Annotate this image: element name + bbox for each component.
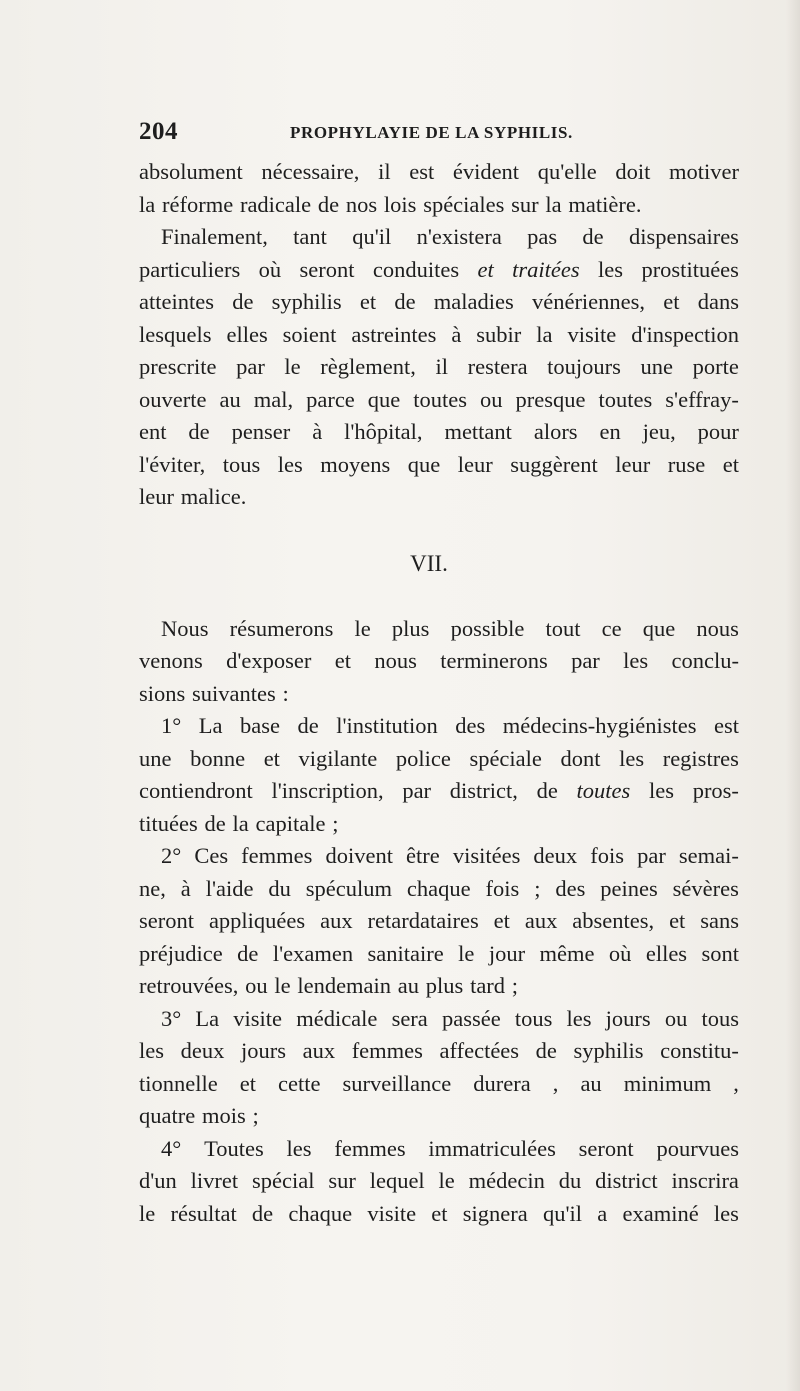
- word: et: [334, 648, 351, 673]
- text-line: [139, 319, 739, 352]
- word: porte: [692, 354, 739, 379]
- word: seront: [578, 1135, 634, 1161]
- word: traitées: [512, 256, 580, 282]
- word: absolument: [139, 159, 243, 184]
- page-number: 204: [139, 118, 178, 145]
- word: spéciale: [469, 745, 542, 771]
- word: sévères: [672, 875, 739, 901]
- word: presque: [515, 386, 586, 412]
- word: retrouvées,: [139, 973, 239, 998]
- word: de: [204, 810, 226, 836]
- word: les: [598, 256, 624, 282]
- word: doit: [615, 159, 651, 184]
- word: conduites: [372, 256, 460, 282]
- page-header: [139, 118, 739, 148]
- paragraph: [139, 613, 739, 711]
- word: au: [219, 386, 241, 412]
- word: les: [286, 1135, 312, 1161]
- word: d'un: [139, 1168, 177, 1193]
- word: visitées: [452, 843, 521, 868]
- word: où: [258, 256, 282, 282]
- word: réforme: [162, 191, 234, 217]
- word: prostituées: [641, 256, 739, 282]
- word: Ces: [194, 843, 229, 868]
- word: fois: [590, 843, 624, 868]
- text-line: [139, 254, 739, 287]
- word: 3°: [161, 1005, 182, 1031]
- word: 1°: [161, 713, 182, 738]
- word: ,: [733, 1070, 739, 1096]
- word: tituées: [139, 810, 198, 836]
- word: être: [406, 843, 440, 868]
- word: tant: [293, 224, 327, 249]
- word: leur: [139, 484, 174, 509]
- word: et: [663, 289, 680, 314]
- word: résumerons: [229, 615, 334, 641]
- word: pros-: [692, 778, 739, 803]
- word: jours: [240, 1038, 286, 1063]
- word: l'inscription,: [271, 778, 384, 803]
- word: les: [713, 1200, 739, 1226]
- word: tous: [701, 1005, 739, 1031]
- word: les: [623, 648, 649, 673]
- word: médecins-hygiénistes: [502, 713, 697, 738]
- text-line: [139, 1035, 739, 1068]
- word: vénériennes,: [531, 289, 646, 314]
- word: sont: [701, 940, 739, 966]
- word: la: [536, 321, 553, 347]
- word: matière.: [568, 191, 642, 217]
- word: que: [407, 451, 441, 477]
- text-line: [139, 678, 739, 711]
- word: de: [251, 1200, 274, 1226]
- word: retardataires: [367, 908, 479, 933]
- paragraph: [139, 840, 739, 1003]
- word: les: [277, 451, 303, 477]
- word: a: [597, 1200, 608, 1226]
- word: résultat: [170, 1200, 237, 1226]
- word: nécessaire,: [261, 159, 360, 184]
- word: durera: [473, 1070, 531, 1096]
- word: ;: [332, 810, 339, 836]
- paragraph: [139, 156, 739, 221]
- word: et: [359, 289, 377, 314]
- word: terminerons: [440, 648, 548, 673]
- word: La: [198, 713, 223, 738]
- word: les: [139, 1038, 164, 1063]
- word: des: [555, 875, 586, 901]
- word: leur: [615, 451, 651, 477]
- word: doivent: [325, 843, 393, 868]
- word: elles: [226, 321, 268, 347]
- word: le: [139, 1200, 156, 1226]
- word: préjudice: [139, 940, 223, 966]
- word: spéciales: [423, 191, 505, 217]
- word: constitu-: [660, 1038, 739, 1063]
- text-line: [139, 351, 739, 384]
- word: tard: [470, 973, 506, 998]
- word: le: [284, 354, 301, 379]
- text-line: [139, 970, 739, 1003]
- word: sera: [391, 1005, 428, 1031]
- word: spéculum: [305, 875, 393, 901]
- word: est: [714, 713, 739, 738]
- word: visite: [233, 1005, 283, 1031]
- word: l'examen: [272, 940, 354, 966]
- word: lendemain: [297, 973, 392, 998]
- text-line: [139, 481, 739, 514]
- text-line: [139, 1100, 739, 1133]
- text-line: [139, 645, 739, 678]
- word: motiver: [668, 159, 739, 184]
- word: quatre: [139, 1103, 196, 1128]
- word: par: [402, 778, 432, 803]
- word: des: [455, 713, 486, 738]
- word: ou: [480, 386, 503, 412]
- word: immatriculées: [428, 1135, 556, 1161]
- word: surveillance: [342, 1070, 452, 1096]
- text-line: [139, 1198, 739, 1231]
- word: et: [263, 745, 280, 771]
- word: ;: [534, 875, 541, 901]
- word: contiendront: [139, 778, 253, 803]
- text-line: [139, 384, 739, 417]
- word: l'aide: [205, 875, 254, 901]
- word: de: [394, 289, 416, 314]
- word: sions: [139, 680, 186, 706]
- text-line: [139, 775, 739, 808]
- word: il: [435, 354, 448, 379]
- word: ruse: [667, 451, 706, 477]
- word: chaque: [288, 1200, 353, 1226]
- word: restera: [467, 354, 528, 379]
- word: Toutes: [204, 1135, 264, 1161]
- word: le: [438, 1168, 455, 1193]
- text-line: [139, 449, 739, 482]
- word: de: [535, 1038, 557, 1063]
- word: jour: [488, 940, 526, 966]
- text-line: [139, 743, 739, 776]
- word: conclu-: [671, 648, 739, 673]
- word: visite: [567, 321, 617, 347]
- paragraph: [139, 710, 739, 840]
- word: d'inspection: [631, 321, 739, 347]
- word: livret: [190, 1168, 239, 1193]
- word: à: [312, 419, 323, 444]
- text-line: [139, 286, 739, 319]
- word: fois: [485, 875, 520, 901]
- word: appliquées: [208, 908, 306, 933]
- word: n'existera: [416, 224, 502, 249]
- word: moyens: [320, 451, 391, 477]
- word: district: [595, 1168, 658, 1193]
- word: seront: [139, 908, 194, 933]
- word: spécial: [252, 1168, 315, 1193]
- word: les: [566, 1005, 592, 1031]
- word: le: [274, 973, 291, 998]
- word: et: [431, 1200, 448, 1226]
- text-line: [139, 710, 739, 743]
- text-line: [139, 416, 739, 449]
- word: examiné: [622, 1200, 699, 1226]
- word: mois: [201, 1103, 246, 1128]
- page-edge-shadow: [786, 0, 800, 1391]
- section-heading: VII.: [410, 550, 448, 576]
- text-line: [139, 1068, 739, 1101]
- word: qu'il: [542, 1200, 583, 1226]
- word: sans: [700, 908, 739, 933]
- text-line: [139, 1003, 739, 1036]
- word: 2°: [161, 843, 182, 868]
- word: venons: [139, 648, 203, 673]
- word: elles: [645, 940, 688, 966]
- word: mal,: [253, 386, 294, 412]
- word: district,: [449, 778, 518, 803]
- word: de: [582, 224, 604, 249]
- word: visite: [367, 1200, 417, 1226]
- word: plus: [391, 615, 430, 641]
- word: et: [493, 908, 510, 933]
- word: atteintes: [139, 289, 214, 314]
- word: possible: [450, 615, 525, 641]
- word: de: [536, 778, 558, 803]
- word: mettant: [444, 419, 512, 444]
- word: penser: [231, 419, 291, 444]
- text-line: [139, 189, 739, 222]
- word: passée: [441, 1005, 501, 1031]
- word: ce: [601, 615, 622, 641]
- word: femmes: [241, 843, 313, 868]
- word: pourvues: [656, 1135, 739, 1161]
- word: que: [367, 386, 401, 412]
- word: une: [640, 354, 674, 379]
- word: de: [297, 713, 319, 738]
- word: deux: [180, 1038, 225, 1063]
- word: cette: [278, 1070, 321, 1096]
- word: leur: [457, 451, 493, 477]
- word: les: [619, 745, 645, 771]
- word: lequel: [369, 1168, 425, 1193]
- word: plus: [425, 973, 464, 998]
- word: du: [268, 875, 291, 901]
- text-line: [139, 938, 739, 971]
- word: pour: [697, 419, 739, 444]
- word: et: [239, 1070, 257, 1096]
- word: syphilis: [573, 1038, 644, 1063]
- word: jeu,: [642, 419, 676, 444]
- word: sanitaire: [367, 940, 444, 966]
- word: par: [571, 648, 600, 673]
- word: Nous: [161, 615, 209, 641]
- word: toutes: [576, 778, 631, 803]
- word: base: [239, 713, 280, 738]
- word: dont: [560, 745, 601, 771]
- word: sur: [328, 1168, 356, 1193]
- word: à: [451, 321, 462, 347]
- word: même: [539, 940, 595, 966]
- word: syphilis: [271, 289, 342, 314]
- word: prescrite: [139, 354, 217, 379]
- word: médicale: [296, 1005, 378, 1031]
- word: tout: [545, 615, 581, 641]
- word: chaque: [406, 875, 471, 901]
- word: affectées: [439, 1038, 520, 1063]
- word: police: [395, 745, 451, 771]
- text-line: [139, 873, 739, 906]
- text-line: [139, 808, 739, 841]
- word: lois: [383, 191, 417, 217]
- word: :: [282, 680, 289, 706]
- word: la: [545, 191, 562, 217]
- word: registres: [662, 745, 739, 771]
- word: femmes: [334, 1135, 406, 1161]
- text-line: [139, 156, 739, 189]
- word: l'éviter,: [139, 451, 206, 477]
- word: où: [608, 940, 632, 966]
- word: il: [378, 159, 391, 184]
- word: nous: [374, 648, 417, 673]
- word: médecin: [468, 1168, 545, 1193]
- word: qu'il: [352, 224, 392, 249]
- word: de: [317, 191, 340, 217]
- word: particuliers: [139, 256, 241, 282]
- word: nos: [345, 191, 378, 217]
- word: ,: [552, 1070, 559, 1096]
- word: lesquels: [139, 321, 212, 347]
- word: signera: [462, 1200, 528, 1226]
- word: et: [669, 908, 686, 933]
- word: par: [236, 354, 265, 379]
- word: dans: [697, 289, 739, 314]
- word: ouverte: [139, 386, 207, 412]
- word: au: [580, 1070, 602, 1096]
- word: la: [232, 810, 249, 836]
- word: tionnelle: [139, 1070, 218, 1096]
- word: tous: [222, 451, 261, 477]
- word: capitale: [255, 810, 326, 836]
- word: le: [458, 940, 475, 966]
- word: que: [642, 615, 676, 641]
- paragraph: [139, 1003, 739, 1133]
- word: en: [599, 419, 621, 444]
- word: ent: [139, 419, 167, 444]
- word: la: [139, 191, 156, 217]
- word: le: [354, 615, 371, 641]
- word: de: [232, 289, 254, 314]
- paragraph: [139, 1133, 739, 1231]
- word: sur: [511, 191, 539, 217]
- word: suggèrent: [510, 451, 598, 477]
- text-line: [139, 1133, 739, 1166]
- word: qu'elle: [537, 159, 597, 184]
- word: maladies: [433, 289, 514, 314]
- word: aux: [302, 1038, 336, 1063]
- word: de: [188, 419, 210, 444]
- word: subir: [476, 321, 522, 347]
- word: aux: [320, 908, 353, 933]
- word: jours: [605, 1005, 651, 1031]
- text-line: [139, 1165, 739, 1198]
- word: aux: [524, 908, 558, 933]
- word: minimum: [623, 1070, 712, 1096]
- word: pas: [527, 224, 558, 249]
- word: d'exposer: [226, 648, 312, 673]
- word: de: [237, 940, 259, 966]
- word: absentes,: [572, 908, 655, 933]
- word: les: [648, 778, 674, 803]
- word: ;: [511, 973, 519, 998]
- word: radicale: [239, 191, 312, 217]
- word: alors: [533, 419, 578, 444]
- word: ou: [664, 1005, 688, 1031]
- word: une: [139, 745, 172, 771]
- text-line: [139, 221, 739, 254]
- word: 4°: [161, 1135, 182, 1161]
- text-line: [139, 905, 739, 938]
- word: et: [722, 451, 739, 477]
- word: deux: [533, 843, 578, 868]
- word: est: [409, 159, 435, 184]
- word: Finalement,: [161, 224, 268, 249]
- word: femmes: [351, 1038, 423, 1063]
- word: seront: [299, 256, 355, 282]
- text-line: [139, 613, 739, 646]
- word: l'hôpital,: [344, 419, 423, 444]
- word: s'effray-: [665, 386, 739, 412]
- word: semai-: [678, 843, 739, 868]
- word: toutes: [413, 386, 468, 412]
- word: suivantes: [192, 680, 276, 706]
- word: et: [477, 256, 494, 282]
- word: bonne: [190, 745, 246, 771]
- running-head: PROPHYLAYIE DE LA SYPHILIS.: [290, 123, 573, 142]
- word: au: [397, 973, 420, 998]
- word: règlement,: [320, 354, 416, 379]
- word: tous: [514, 1005, 553, 1031]
- word: l'institution: [336, 713, 438, 738]
- body-text: [139, 156, 739, 1230]
- word: parce: [306, 386, 355, 412]
- word: à: [180, 875, 191, 901]
- word: inscrira: [671, 1168, 739, 1193]
- word: malice.: [180, 484, 247, 509]
- word: vigilante: [298, 745, 378, 771]
- word: ;: [252, 1103, 259, 1128]
- paragraph: [139, 221, 739, 514]
- word: par: [637, 843, 666, 868]
- word: soient: [282, 321, 337, 347]
- word: peines: [600, 875, 658, 901]
- word: astreintes: [351, 321, 437, 347]
- text-line: [139, 840, 739, 873]
- word: La: [195, 1005, 220, 1031]
- word: du: [558, 1168, 582, 1193]
- word: évident: [452, 159, 520, 184]
- word: ou: [245, 973, 268, 998]
- word: toujours: [547, 354, 621, 379]
- word: dispensaires: [628, 224, 739, 249]
- word: ne,: [139, 875, 166, 901]
- word: nous: [696, 615, 739, 641]
- word: toutes: [598, 386, 653, 412]
